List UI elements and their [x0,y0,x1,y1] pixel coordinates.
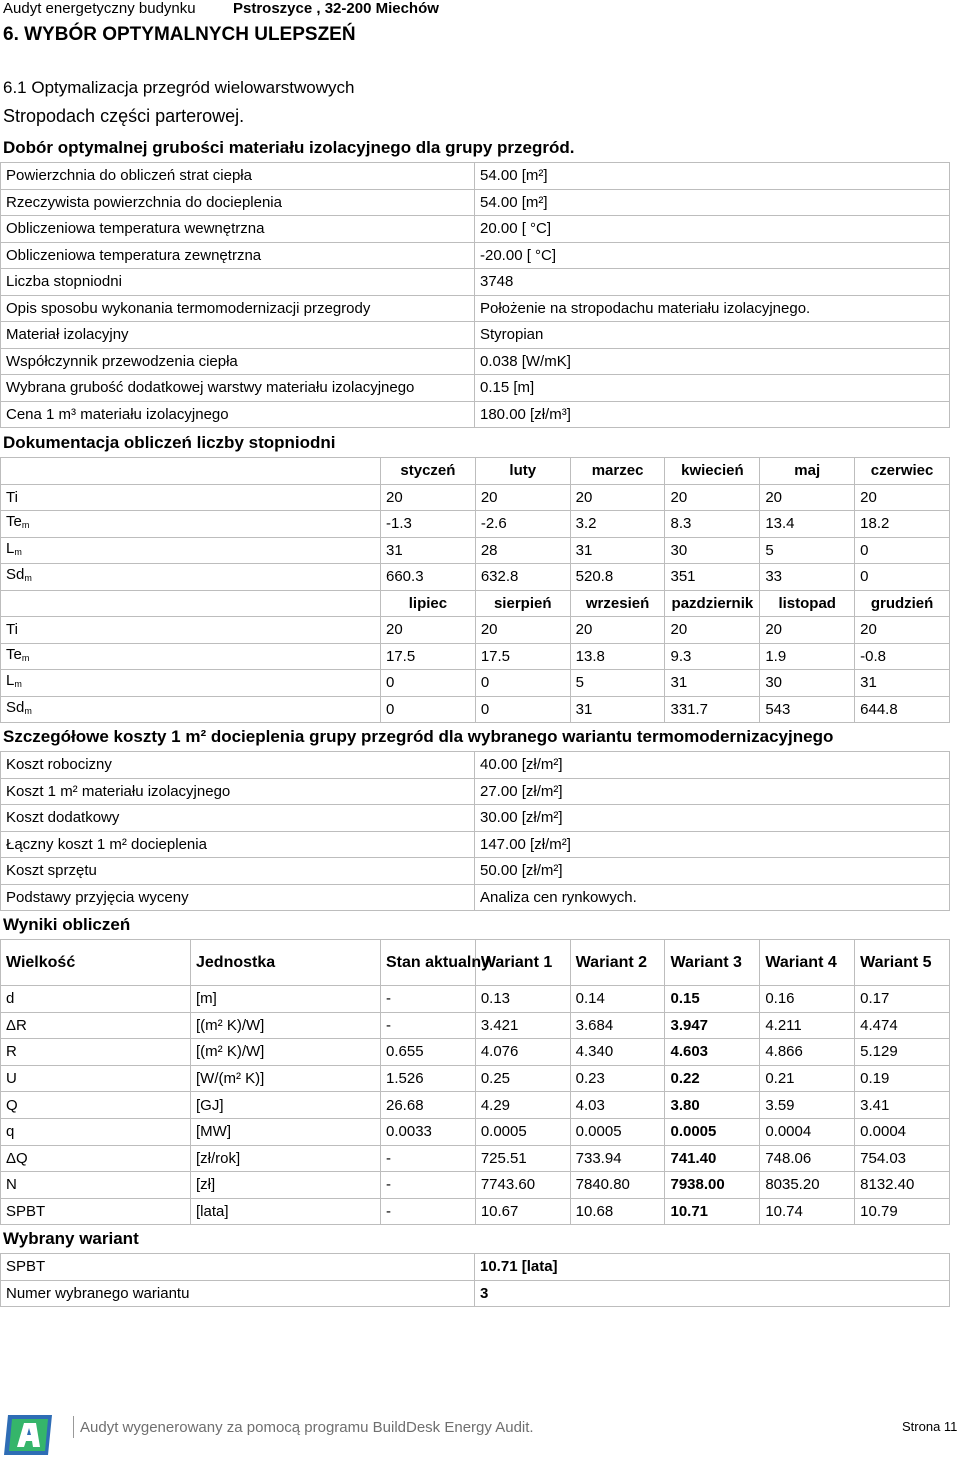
quantity-value: 5.129 [855,1039,950,1066]
quantity-value: 8132.40 [855,1172,950,1199]
quantity-value: 10.67 [475,1198,570,1225]
parameters-table [0,162,950,428]
param-row [1,375,950,402]
degree-value: 0 [855,537,950,564]
degree-row-label [1,564,381,591]
quantity-value: 3.41 [855,1092,950,1119]
degree-row-label [1,617,381,644]
results-row [1,1092,950,1119]
quantity-value: 10.74 [760,1198,855,1225]
quantity-value: 0.19 [855,1065,950,1092]
quantity-name: SPBT [1,1198,191,1225]
header-app-title: Audyt energetyczny budynku [3,0,196,17]
quantity-value: 0.0005 [570,1118,665,1145]
param-value: 180.00 [zł/m³] [475,401,950,428]
quantity-value: 4.866 [760,1039,855,1066]
row-symbol-subscript: m [21,652,30,663]
results-row [1,1198,950,1225]
degree-value: 632.8 [475,564,570,591]
row-symbol: Ti [6,488,18,506]
degree-value: 1.9 [760,643,855,670]
quantity-name: R [1,1039,191,1066]
results-row [1,986,950,1013]
degree-value: 20 [760,484,855,511]
param-value: -20.00 [ °C] [475,242,950,269]
results-title: Wyniki obliczeń [3,915,131,934]
degree-value: 3.2 [570,511,665,538]
quantity-unit: [m] [191,986,381,1013]
param-value: 54.00 [m²] [475,163,950,190]
row-symbol: Te [6,645,22,663]
results-header: Wariant 4 [760,940,855,986]
month-header: lipiec [381,590,476,617]
results-row [1,1065,950,1092]
results-header: Wariant 2 [570,940,665,986]
degree-row-ti [1,617,950,644]
degree-value: 31 [570,537,665,564]
param-label: Materiał izolacyjny [1,322,475,349]
param-row [1,269,950,296]
degree-value: 20 [760,617,855,644]
degree-row-label [1,484,381,511]
quantity-value: - [381,1145,476,1172]
month-header: sierpień [475,590,570,617]
cost-row [1,858,950,885]
quantity-name: Q [1,1092,191,1119]
quantity-value: 754.03 [855,1145,950,1172]
results-row [1,1118,950,1145]
cost-row [1,884,950,911]
param-value: 20.00 [ °C] [475,216,950,243]
quantity-value: 7840.80 [570,1172,665,1199]
quantity-value: 10.68 [570,1198,665,1225]
degree-value: 520.8 [570,564,665,591]
degree-value: 20 [665,617,760,644]
degree-value: 17.5 [381,643,476,670]
month-header: maj [760,458,855,485]
quantity-value: 4.076 [475,1039,570,1066]
cost-label: Koszt sprzętu [1,858,475,885]
month-header: styczeń [381,458,476,485]
quantity-value: - [381,1172,476,1199]
degree-value: 5 [570,670,665,697]
quantity-value: 733.94 [570,1145,665,1172]
quantity-value: 0.23 [570,1065,665,1092]
degree-value: 20 [381,484,476,511]
param-row [1,163,950,190]
selected-variant-table [0,1253,950,1307]
degree-row-label [1,643,381,670]
degree-row-l [1,670,950,697]
quantity-value: 0.17 [855,986,950,1013]
degree-value: 20 [381,617,476,644]
selected-label: SPBT [1,1254,475,1281]
quantity-value: 0.14 [570,986,665,1013]
degree-value: -0.8 [855,643,950,670]
quantity-value: 4.211 [760,1012,855,1039]
degree-value: 30 [665,537,760,564]
param-label: Opis sposobu wykonania termomodernizacji przegrody [1,295,475,322]
degree-value: 20 [475,484,570,511]
footer-text: Audyt wygenerowany za pomocą programu BuildDesk Energy Audit. [80,1419,534,1436]
builddesk-logo [2,1413,54,1457]
row-symbol-subscript: m [21,520,30,531]
param-label: Cena 1 m³ materiału izolacyjnego [1,401,475,428]
cost-row [1,752,950,779]
param-value: Styropian [475,322,950,349]
cost-value: 40.00 [zł/m²] [475,752,950,779]
param-row [1,242,950,269]
degree-row-te [1,643,950,670]
degree-days-table [0,457,950,723]
cost-row [1,831,950,858]
degree-value: 20 [475,617,570,644]
results-header: Jednostka [191,940,381,986]
footer-divider [73,1416,74,1438]
degree-value: 31 [665,670,760,697]
param-label: Obliczeniowa temperatura wewnętrzna [1,216,475,243]
quantity-value: 725.51 [475,1145,570,1172]
degree-row-label [1,696,381,723]
quantity-value: 3.59 [760,1092,855,1119]
degree-value: 31 [381,537,476,564]
quantity-value: 26.68 [381,1092,476,1119]
month-header-row [1,458,950,485]
selected-row [1,1280,950,1307]
degree-value: 644.8 [855,696,950,723]
month-header: marzec [570,458,665,485]
degree-row-label [1,537,381,564]
quantity-name: q [1,1118,191,1145]
cost-value: 27.00 [zł/m²] [475,778,950,805]
results-header: Wariant 1 [475,940,570,986]
quantity-value: 4.340 [570,1039,665,1066]
cost-label: Koszt dodatkowy [1,805,475,832]
quantity-value: 0.22 [665,1065,760,1092]
selected-value: 10.71 [lata] [475,1254,950,1281]
section-title: 6. WYBÓR OPTYMALNYCH ULEPSZEŃ [3,24,356,45]
quantity-unit: [MW] [191,1118,381,1145]
results-header-row [1,940,950,986]
selected-row [1,1254,950,1281]
degree-value: 20 [855,484,950,511]
month-header: grudzień [855,590,950,617]
param-value: Położenie na stropodachu materiału izolacyjnego. [475,295,950,322]
param-label: Wybrana grubość dodatkowej warstwy materiału izolacyjnego [1,375,475,402]
quantity-value: 0.655 [381,1039,476,1066]
param-row [1,322,950,349]
degree-value: -1.3 [381,511,476,538]
costs-title: Szczegółowe koszty 1 m² docieplenia grupy przegród dla wybranego wariantu termomodernizacyjnego [3,727,834,746]
degree-value: 8.3 [665,511,760,538]
results-row [1,1145,950,1172]
row-symbol: Sd [6,698,25,716]
degree-value: 0 [475,670,570,697]
degree-row-sd [1,696,950,723]
cost-label: Łączny koszt 1 m² docieplenia [1,831,475,858]
degree-row-te [1,511,950,538]
month-header: czerwiec [855,458,950,485]
results-table [0,939,950,1225]
row-symbol: L [6,672,15,690]
quantity-name: U [1,1065,191,1092]
quantity-value: 0.0033 [381,1118,476,1145]
degree-value: 31 [855,670,950,697]
row-symbol: Te [6,513,22,531]
quantity-value: - [381,1198,476,1225]
param-value: 3748 [475,269,950,296]
results-header: Wariant 3 [665,940,760,986]
degree-days-title: Dokumentacja obliczeń liczby stopniodni [3,433,336,452]
results-header: Wielkość [1,940,191,986]
degree-value: 13.8 [570,643,665,670]
degree-value: 543 [760,696,855,723]
group-description: Dobór optymalnej grubości materiału izolacyjnego dla grupy przegród. [3,138,575,157]
degree-value: 5 [760,537,855,564]
results-header: Wariant 5 [855,940,950,986]
degree-value: 20 [855,617,950,644]
cost-value: 147.00 [zł/m²] [475,831,950,858]
results-row [1,1039,950,1066]
param-row [1,295,950,322]
degree-value: 20 [570,617,665,644]
quantity-unit: [lata] [191,1198,381,1225]
quantity-value: 0.13 [475,986,570,1013]
cost-label: Podstawy przyjęcia wyceny [1,884,475,911]
quantity-value: - [381,1012,476,1039]
degree-value: 18.2 [855,511,950,538]
month-header: luty [475,458,570,485]
quantity-value: 7743.60 [475,1172,570,1199]
quantity-unit: [(m² K)/W] [191,1012,381,1039]
param-value: 0.038 [W/mK] [475,348,950,375]
quantity-name: ΔQ [1,1145,191,1172]
quantity-value: 4.474 [855,1012,950,1039]
quantity-value: 0.0004 [760,1118,855,1145]
degree-value: 28 [475,537,570,564]
row-symbol-subscript: m [24,705,32,716]
quantity-value: 0.25 [475,1065,570,1092]
degree-value: 0 [475,696,570,723]
quantity-value: 8035.20 [760,1172,855,1199]
degree-value: 17.5 [475,643,570,670]
month-header: listopad [760,590,855,617]
selected-value: 3 [475,1280,950,1307]
quantity-unit: [(m² K)/W] [191,1039,381,1066]
quantity-value: 3.80 [665,1092,760,1119]
quantity-value: 4.29 [475,1092,570,1119]
param-row [1,216,950,243]
quantity-value: 0.0004 [855,1118,950,1145]
subsection-title: 6.1 Optymalizacja przegród wielowarstwowych [3,78,355,97]
quantity-value: 1.526 [381,1065,476,1092]
results-header: Stan aktualny [381,940,476,986]
param-row [1,401,950,428]
degree-row-label [1,511,381,538]
row-symbol-subscript: m [14,679,22,690]
quantity-unit: [zł/rok] [191,1145,381,1172]
quantity-value: 4.603 [665,1039,760,1066]
degree-row-sd [1,564,950,591]
results-row [1,1172,950,1199]
degree-value: 31 [570,696,665,723]
param-label: Współczynnik przewodzenia ciepła [1,348,475,375]
quantity-unit: [zł] [191,1172,381,1199]
param-value: 54.00 [m²] [475,189,950,216]
row-symbol: L [6,539,15,557]
costs-table [0,751,950,911]
quantity-value: 3.947 [665,1012,760,1039]
cost-label: Koszt robocizny [1,752,475,779]
quantity-unit: [GJ] [191,1092,381,1119]
quantity-name: d [1,986,191,1013]
quantity-name: ΔR [1,1012,191,1039]
row-symbol-subscript: m [14,546,22,557]
quantity-value: 10.71 [665,1198,760,1225]
quantity-value: 0.0005 [475,1118,570,1145]
month-header: pazdziernik [665,590,760,617]
quantity-value: 0.0005 [665,1118,760,1145]
param-label: Rzeczywista powierzchnia do docieplenia [1,189,475,216]
quantity-value: 748.06 [760,1145,855,1172]
degree-row-label [1,670,381,697]
quantity-value: 3.684 [570,1012,665,1039]
degree-value: 660.3 [381,564,476,591]
selected-label: Numer wybranego wariantu [1,1280,475,1307]
quantity-value: 741.40 [665,1145,760,1172]
degree-value: -2.6 [475,511,570,538]
degree-row-l [1,537,950,564]
quantity-value: 3.421 [475,1012,570,1039]
degree-value: 13.4 [760,511,855,538]
cost-row [1,805,950,832]
quantity-value: 0.21 [760,1065,855,1092]
cost-label: Koszt 1 m² materiału izolacyjnego [1,778,475,805]
month-header-blank [1,590,381,617]
quantity-value: 4.03 [570,1092,665,1119]
quantity-unit: [W/(m² K)] [191,1065,381,1092]
quantity-value: 7938.00 [665,1172,760,1199]
row-symbol: Ti [6,621,18,639]
degree-value: 20 [665,484,760,511]
degree-value: 20 [570,484,665,511]
row-symbol-subscript: m [24,573,32,584]
quantity-name: N [1,1172,191,1199]
quantity-value: - [381,986,476,1013]
cost-value: Analiza cen rynkowych. [475,884,950,911]
month-header: wrzesień [570,590,665,617]
degree-value: 351 [665,564,760,591]
cost-value: 50.00 [zł/m²] [475,858,950,885]
cost-value: 30.00 [zł/m²] [475,805,950,832]
month-header: kwiecień [665,458,760,485]
param-value: 0.15 [m] [475,375,950,402]
degree-value: 0 [381,696,476,723]
cost-row [1,778,950,805]
param-label: Liczba stopniodni [1,269,475,296]
param-label: Obliczeniowa temperatura zewnętrzna [1,242,475,269]
param-row [1,348,950,375]
quantity-value: 0.15 [665,986,760,1013]
selected-variant-title: Wybrany wariant [3,1229,139,1248]
degree-value: 33 [760,564,855,591]
param-row [1,189,950,216]
quantity-value: 0.16 [760,986,855,1013]
page-number: Strona 11 [902,1419,958,1434]
param-label: Powierzchnia do obliczeń strat ciepła [1,163,475,190]
month-header-blank [1,458,381,485]
degree-row-ti [1,484,950,511]
degree-value: 331.7 [665,696,760,723]
degree-value: 0 [855,564,950,591]
degree-value: 9.3 [665,643,760,670]
header-location: Pstroszyce , 32-200 Miechów [233,0,439,17]
degree-value: 30 [760,670,855,697]
degree-value: 0 [381,670,476,697]
group-name: Stropodach części parterowej. [3,106,245,126]
month-header-row [1,590,950,617]
row-symbol: Sd [6,566,25,584]
results-row [1,1012,950,1039]
quantity-value: 10.79 [855,1198,950,1225]
